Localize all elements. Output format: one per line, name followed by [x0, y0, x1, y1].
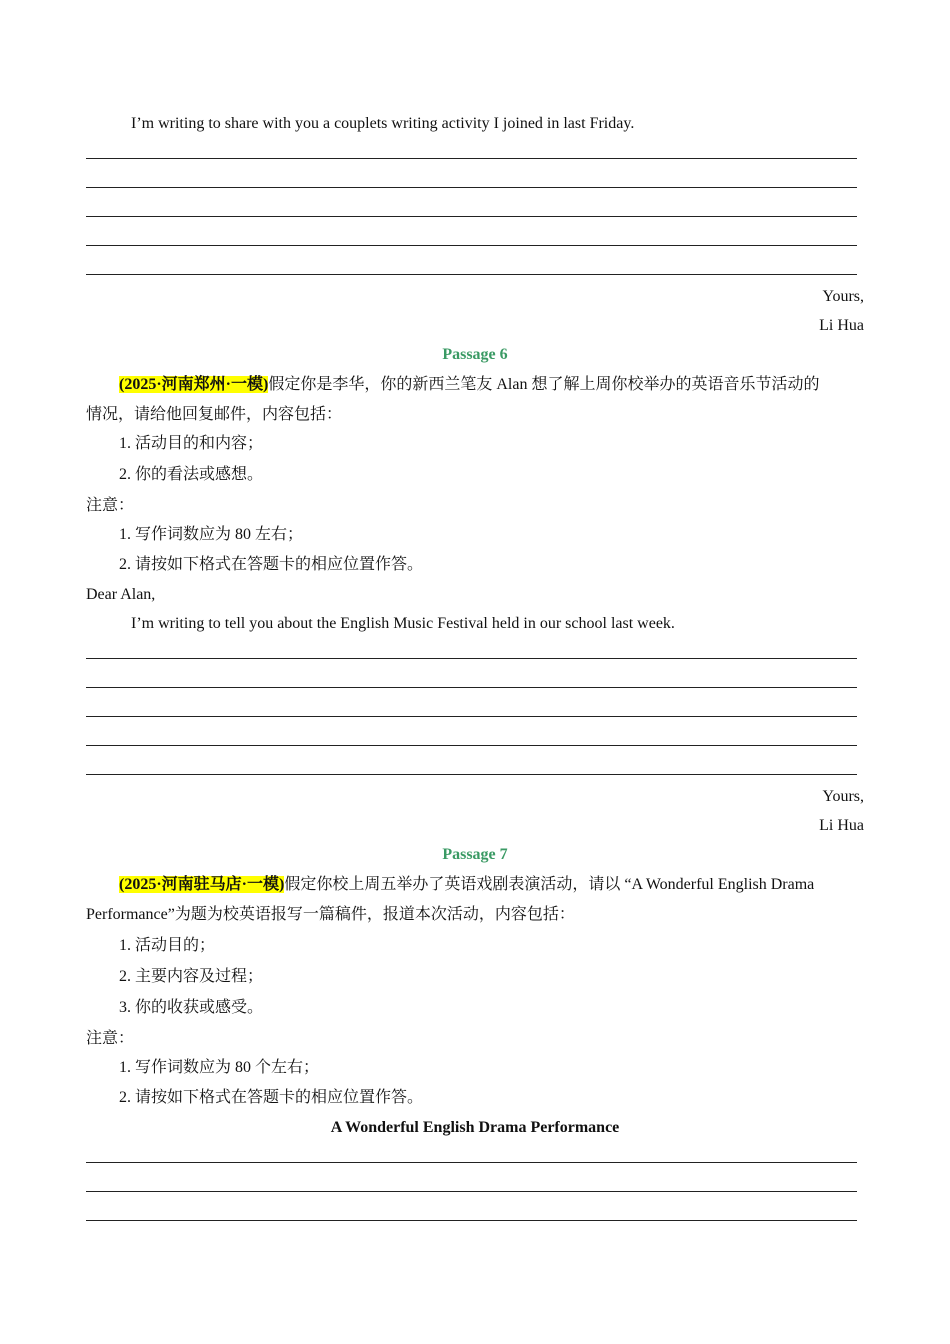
- passage7-source-badge: (2025·河南驻马店·一模): [119, 876, 285, 893]
- top-opening-sentence: I’m writing to share with you a couplets writing activity I joined in last Friday.: [131, 115, 635, 132]
- answer-line: [86, 274, 857, 275]
- passage7-prompt-line2: Performance”为题为校英语报写一篇稿件，报道本次活动，内容包括：: [86, 906, 575, 923]
- passage6-opening-sentence: I’m writing to tell you about the English Music Festival held in our school last week.: [131, 615, 675, 632]
- passage6-closing: Yours,: [822, 788, 864, 805]
- answer-line: [86, 745, 857, 746]
- passage6-heading: Passage 6: [442, 346, 508, 363]
- passage7-note-label: 注意：: [86, 1030, 135, 1047]
- passage6-item: 2. 你的看法或感想。: [119, 466, 264, 483]
- passage6-prompt-line1: [119, 375, 819, 395]
- top-closing: Yours,: [822, 288, 864, 305]
- passage7-heading: Passage 7: [442, 846, 508, 863]
- passage7-prompt-line1: [119, 875, 814, 895]
- passage6-prompt-text: 假定你是李华，你的新西兰笔友 Alan 想了解上周你校举办的英语音乐节活动的: [268, 376, 820, 393]
- answer-line: [86, 716, 857, 717]
- passage7-prompt-text: 假定你校上周五举办了英语戏剧表演活动，请以 “A Wonderful English Drama: [284, 876, 815, 893]
- top-signature: Li Hua: [819, 317, 864, 334]
- answer-line: [86, 1191, 857, 1192]
- passage7-note: 2. 请按如下格式在答题卡的相应位置作答。: [119, 1089, 424, 1106]
- answer-line: [86, 658, 857, 659]
- passage6-salutation: Dear Alan,: [86, 586, 156, 603]
- passage6-source-badge: (2025·河南郑州·一模): [119, 376, 269, 393]
- answer-line: [86, 1162, 857, 1163]
- passage6-prompt-line2: 情况，请给他回复邮件，内容包括：: [86, 406, 343, 423]
- passage6-signature: Li Hua: [819, 817, 864, 834]
- answer-line: [86, 774, 857, 775]
- passage6-note: 1. 写作词数应为 80 左右；: [119, 526, 304, 543]
- answer-line: [86, 187, 857, 188]
- answer-line: [86, 1220, 857, 1221]
- passage6-note: 2. 请按如下格式在答题卡的相应位置作答。: [119, 556, 424, 573]
- passage6-item: 1. 活动目的和内容；: [119, 435, 264, 452]
- passage7-item: 3. 你的收获或感受。: [119, 999, 264, 1016]
- passage7-item: 1. 活动目的；: [119, 937, 216, 954]
- answer-line: [86, 687, 857, 688]
- passage7-item: 2. 主要内容及过程；: [119, 968, 264, 985]
- passage7-note: 1. 写作词数应为 80 个左右；: [119, 1059, 320, 1076]
- passage7-essay-title: A Wonderful English Drama Performance: [330, 1119, 620, 1136]
- answer-line: [86, 245, 857, 246]
- answer-line: [86, 158, 857, 159]
- passage6-note-label: 注意：: [86, 497, 135, 514]
- answer-line: [86, 216, 857, 217]
